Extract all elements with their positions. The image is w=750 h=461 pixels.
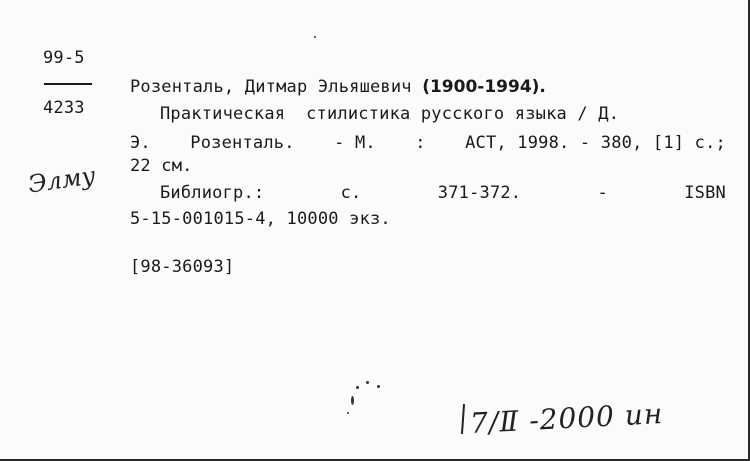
ink-speck (356, 386, 359, 389)
title-line-2 (130, 132, 726, 154)
bibliography-line (130, 182, 726, 204)
bibliography-part: ISBN (684, 183, 726, 203)
handwritten-note-bottom: 7/Ⅱ -2000 ин (469, 396, 665, 441)
ink-speck (366, 381, 369, 384)
bibliography-part: - (597, 183, 608, 203)
ink-speck (351, 396, 354, 405)
author-dates: (1900-1994). (422, 77, 546, 97)
ink-speck (347, 412, 349, 414)
author-heading (130, 76, 726, 98)
bibliography-part: 371-372. (437, 183, 522, 203)
title-line-2-part: : (415, 133, 426, 153)
title-line-1: Практическая стилистика русского языка / Д. (160, 104, 620, 124)
handwritten-bar (461, 404, 465, 434)
isbn-line: 5-15-001015-4, 10000 экз. (130, 209, 391, 229)
dimensions-line: 22 см. (130, 156, 193, 176)
ink-speck (314, 36, 316, 38)
title-line-2-part: Э. (130, 133, 151, 153)
title-line-2-part: - М. (334, 133, 376, 153)
author-name: Розенталь, Дитмар Эльяшевич (130, 77, 412, 97)
call-number-divider (44, 83, 92, 85)
record-number: [98-36093] (130, 257, 235, 277)
title-line-2-part: Розенталь. (190, 133, 295, 153)
bibliography-part: с. (340, 183, 362, 203)
call-number-top: 99-5 (43, 48, 85, 68)
title-line-2-part: АСТ, 1998. - 380, [1] с.; (465, 133, 726, 153)
bibliography-part: Библиогр.: (160, 183, 265, 203)
handwritten-note-left: Элму (26, 161, 98, 199)
call-number-bottom: 4233 (43, 98, 85, 118)
ink-speck (377, 385, 380, 388)
